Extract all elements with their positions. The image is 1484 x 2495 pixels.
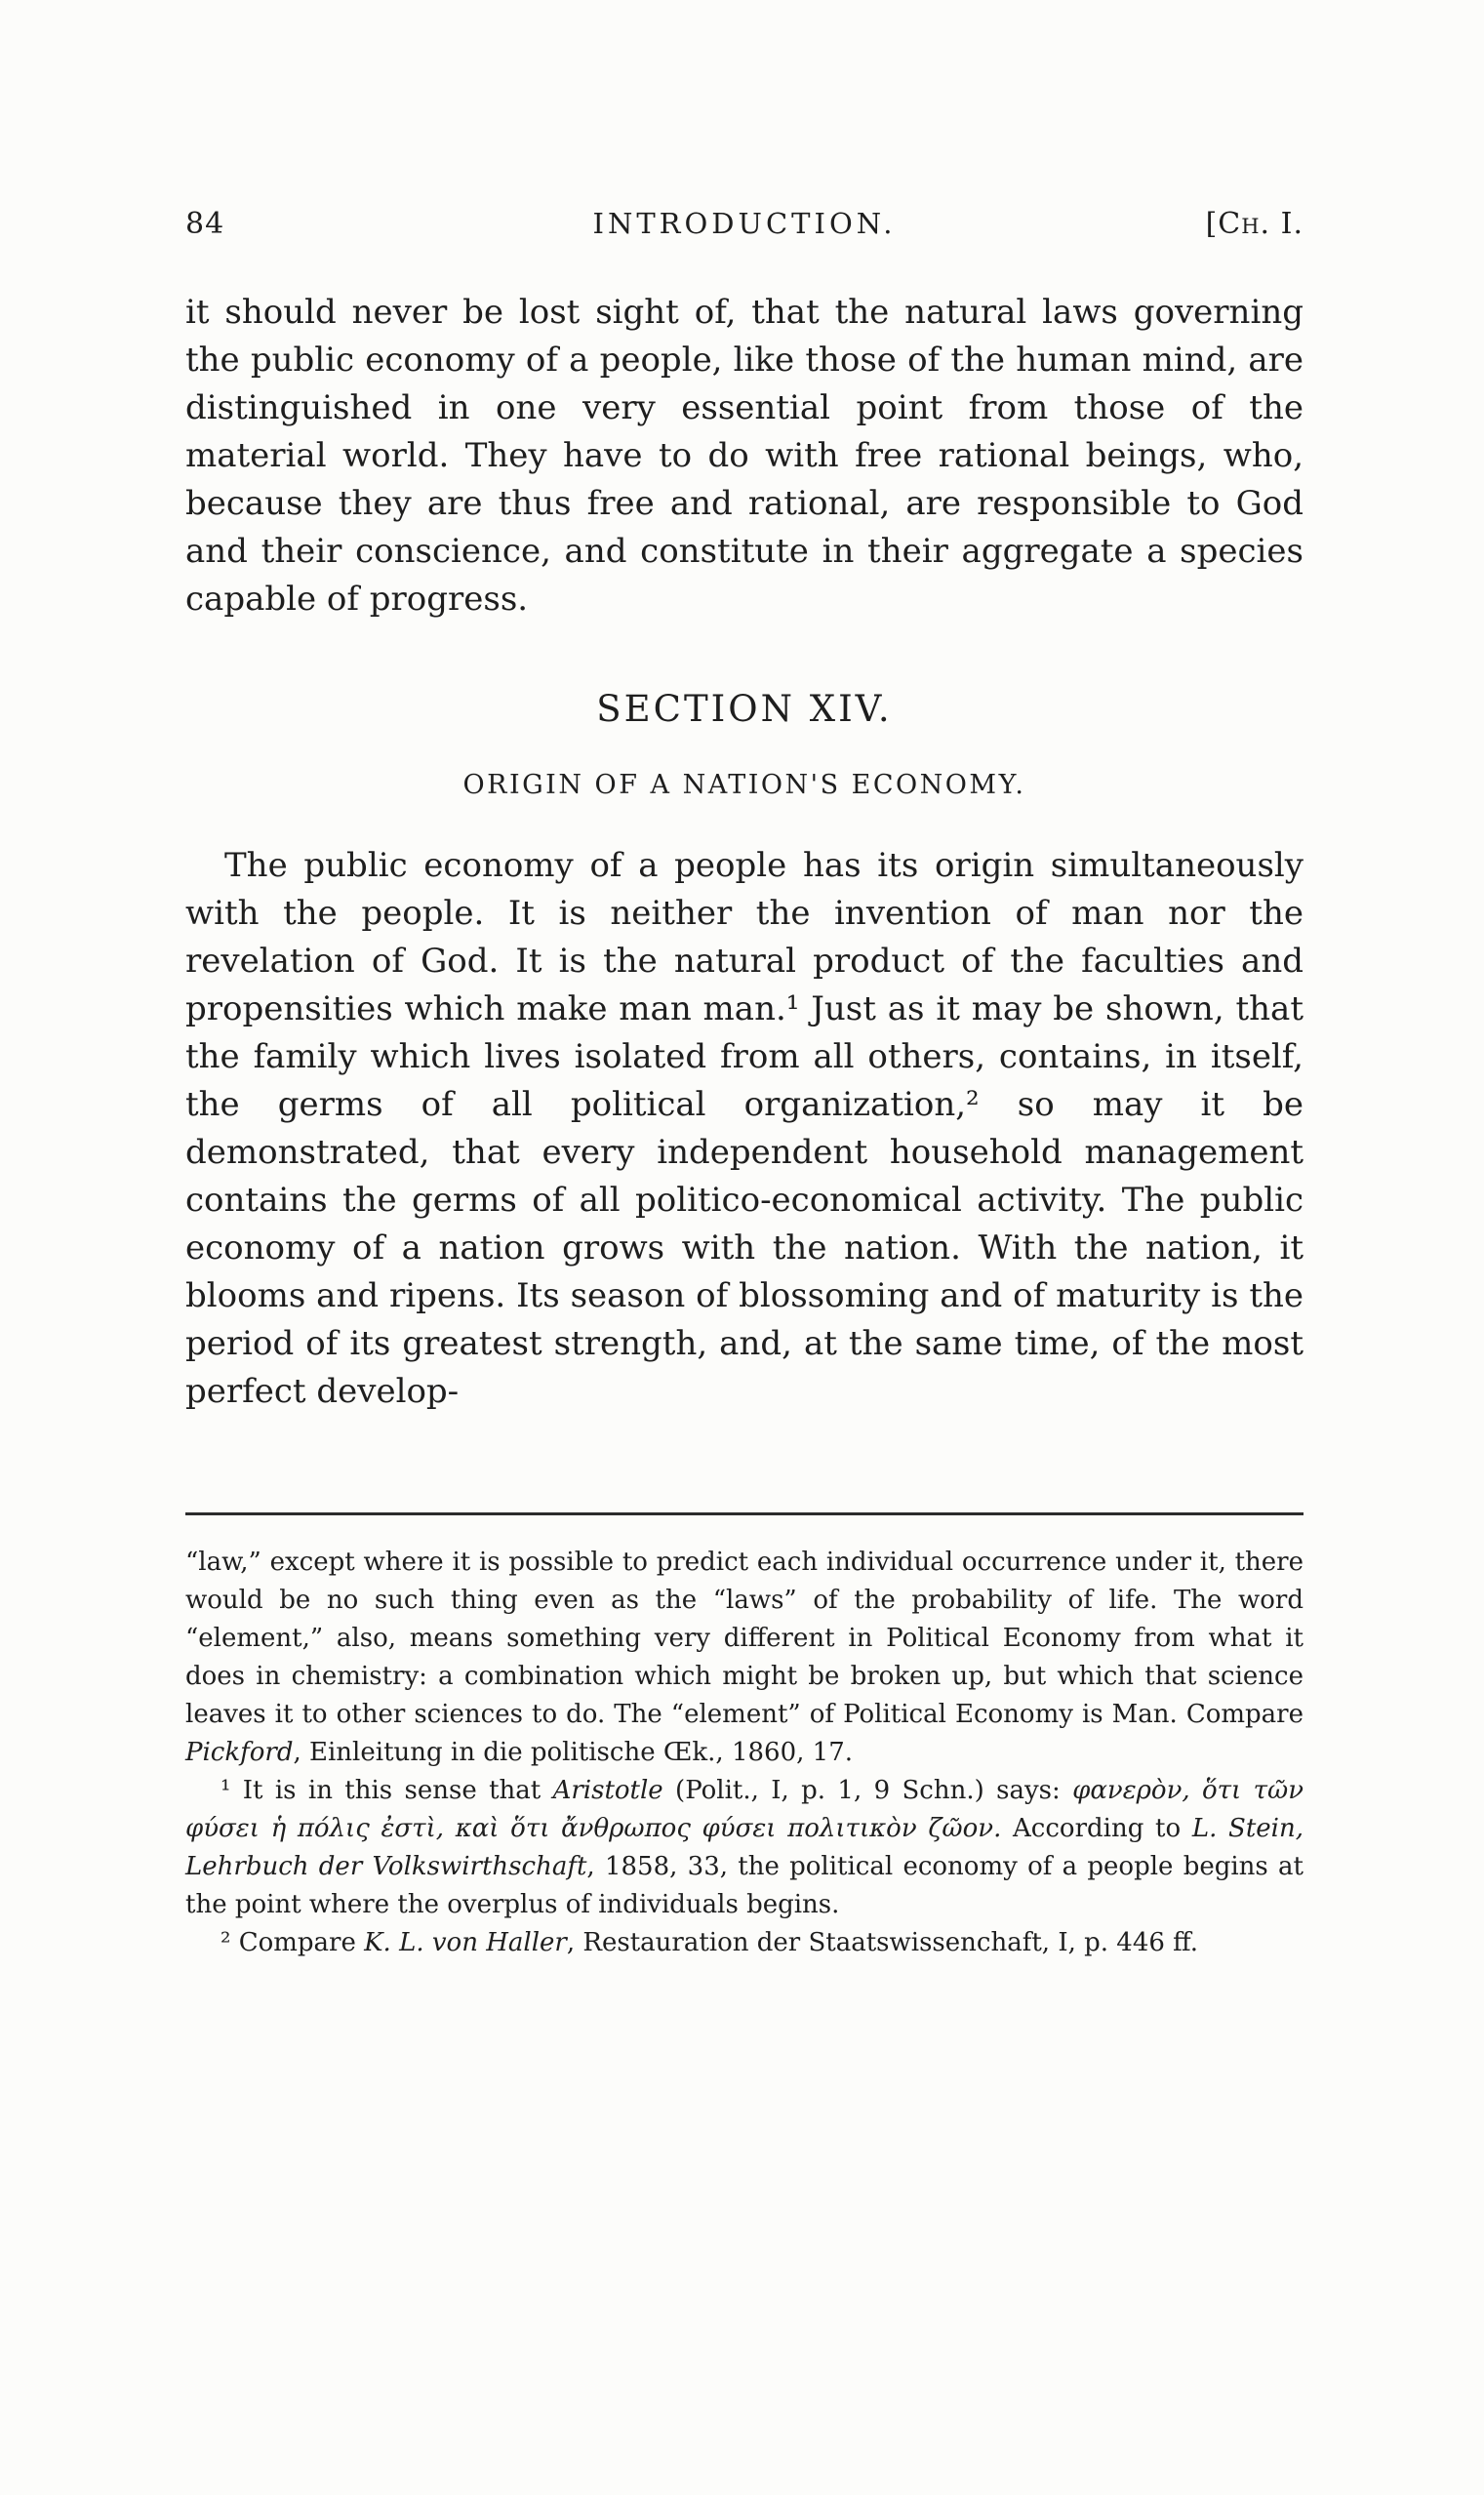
paragraph-continuation: it should never be lost sight of, that the natural laws governing the public economy of a people, like those of the human mind, are distinguished in one very essential point from those of the material world. They have to do with free rational beings, who, because they are thus free and rational, are responsible to God and their conscience, and constitute in their aggregate a species capable of progress. xyxy=(185,293,1304,619)
page-body xyxy=(185,289,1304,1416)
footnotes xyxy=(185,1544,1304,1962)
footnote-continuation: “law,” except where it is possible to predict each individual occurrence under it, there would be no such thing even as the “laws” of the probability of life. The word “element,” also, means something very different in Political Economy from what it does in chemistry: a combination which might be broken up, but which that science leaves it to other sciences to do. The “element” of Political Economy is Man. Compare Pickford, Einleitung in die politische Œk., 1860, 17. xyxy=(185,1548,1304,1767)
footnote-1: ¹ It is in this sense that Aristotle (Polit., I, p. 1, 9 Schn.) says: φανερὸν, ὅτι τῶν φύσει ἡ πόλις ἐστὶ, καὶ ὅτι ἄνθρωπος φύσει πολιτικὸν ζῶον. According to L. Stein, Lehrbuch der Volkswirthschaft, 1858, 33, the political economy of a people begins at the point where the overplus of individuals begins. xyxy=(185,1776,1304,1919)
page-header xyxy=(185,207,1304,241)
section-subheading: ORIGIN OF A NATION'S ECONOMY. xyxy=(462,770,1026,800)
footnote-2: ² Compare K. L. von Haller, Restauration der Staatswissenchaft, I, p. 446 ff. xyxy=(221,1928,1198,1957)
running-title: INTRODUCTION. xyxy=(592,207,897,240)
paragraph-section-body: The public economy of a people has its origin simultaneously with the people. It is neither the invention of man nor the revelation of God. It is the natural product of the faculties and propensities which make man man.¹ Just as it may be shown, that the family which lives isolated from all others, contains, in itself, the germs of all political organization,² so may it be demonstrated, that every independent household management contains the germs of all politico-economical activity. The public economy of a nation grows with the nation. With the nation, it blooms and ripens. Its season of blossoming and of maturity is the period of its greatest strength, and, at the same time, of the most perfect develop- xyxy=(185,846,1304,1411)
section-heading: SECTION XIV. xyxy=(596,688,893,730)
page-number: 84 xyxy=(185,207,225,241)
footnote-rule xyxy=(185,1512,1304,1515)
chapter-marker: [Ch. I. xyxy=(1205,207,1304,241)
